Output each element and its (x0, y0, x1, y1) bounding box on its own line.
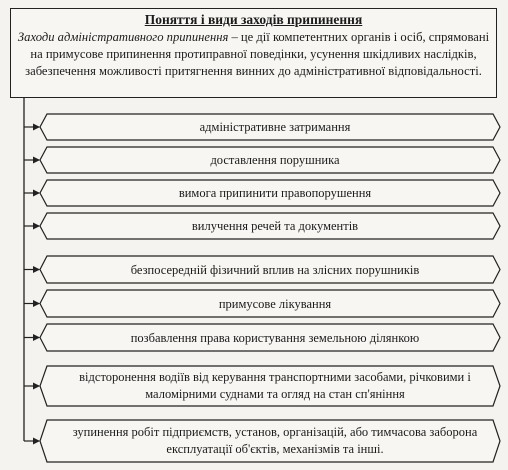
item-delivery-of-offender: доставлення порушника (210, 153, 340, 167)
item-suspension-of-works: зупинення робіт підприємств, установ, організацій, або тимчасова заборона експлуатації об'єктів, механізмів та інші. (72, 425, 478, 456)
item-physical-influence: безпосередній фізичний вплив на злісних порушників (130, 262, 420, 277)
item-administrative-detention: адміністративне затримання (199, 120, 351, 134)
item-seizure-of-items-documents: вилучення речей та документів (191, 219, 359, 233)
item-compulsory-treatment: примусове лікування (218, 296, 332, 311)
definition-term: Заходи адміністративного припинення (17, 30, 229, 44)
arrow-head-9 (33, 438, 40, 445)
item-land-use-deprivation: позбавлення права користування земельною ділянкою (130, 330, 420, 345)
arrow-head-7 (33, 334, 40, 341)
header-box (10, 8, 497, 98)
arrow-head-3 (33, 190, 40, 197)
arrow-head-5 (33, 266, 40, 273)
arrow-head-1 (33, 124, 40, 131)
header-definition (17, 29, 490, 80)
item-demand-to-stop-offense: вимога припинити правопорушення (178, 186, 372, 200)
item-driver-suspension: відсторонення водіїв від керування транспортними засобами, річковими і маломірними суднами та огляд на стан сп'яніння (79, 370, 471, 401)
header-title: Поняття і види заходів припинення (144, 12, 363, 27)
arrow-head-8 (33, 383, 40, 390)
arrow-head-2 (33, 157, 40, 164)
arrow-head-6 (33, 300, 40, 307)
definition-text: – це дії компетентних органів і осіб, спрямовані на примусове припинення протиправної поведінки, усунення шкідливих наслідків, забезпечення можливості притягнення винних до адміністративної відповідальності. (25, 30, 490, 78)
arrow-head-4 (33, 223, 40, 230)
